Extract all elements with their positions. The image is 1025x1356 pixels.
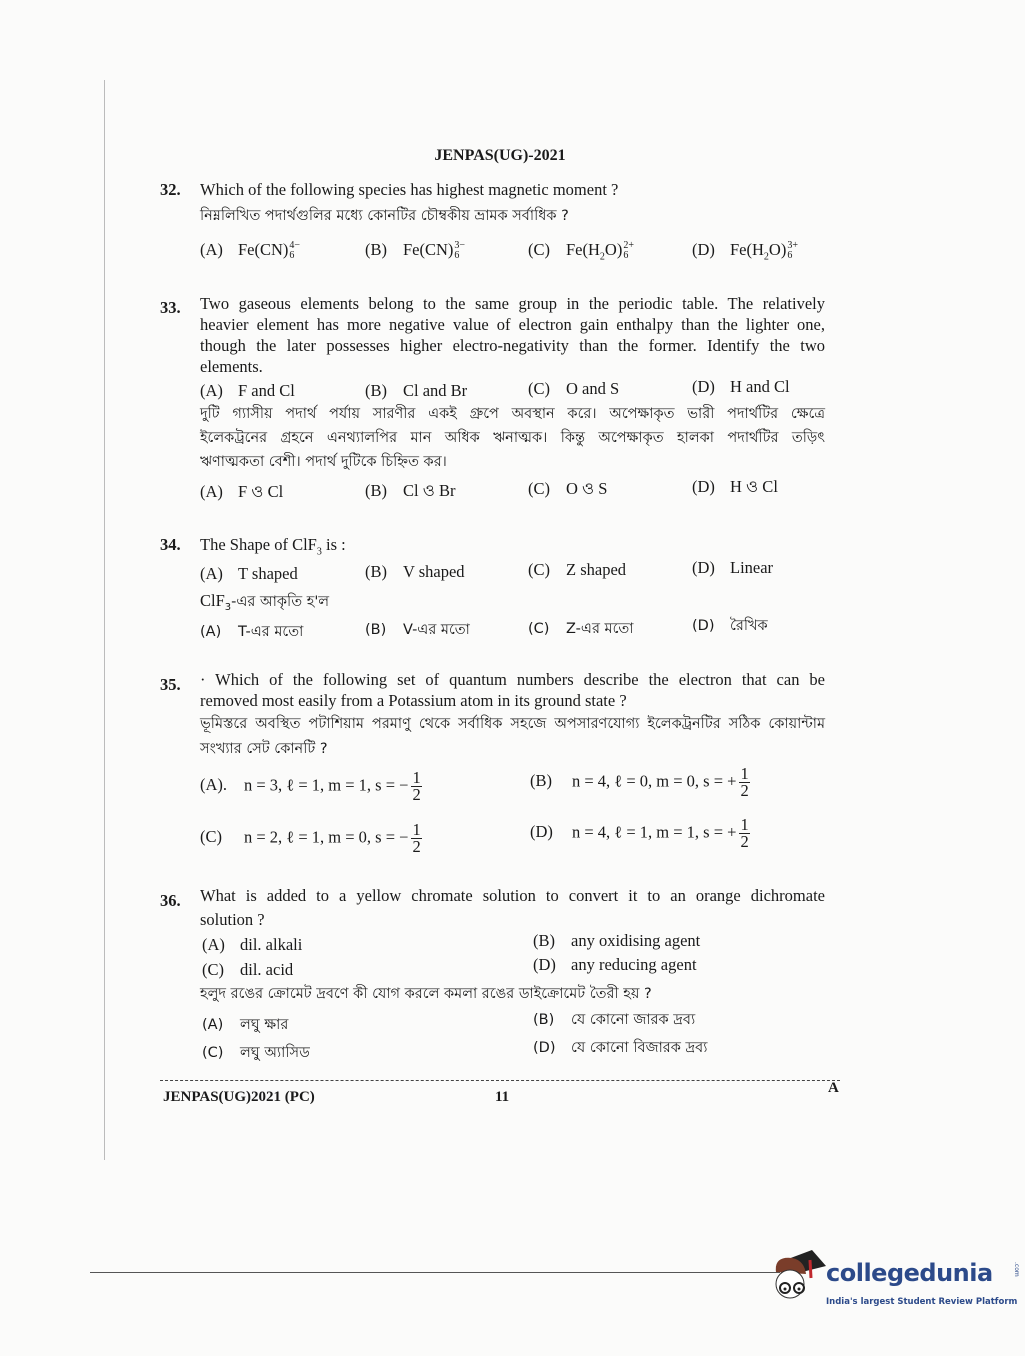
option-text: T shaped <box>238 564 298 583</box>
option-text: n = 3, ℓ = 1, m = 1, s = − <box>244 775 409 795</box>
formula: Fe(CN) <box>403 240 454 259</box>
option-d-en <box>692 377 790 397</box>
option-label: (D) <box>692 240 715 259</box>
denominator: 2 <box>412 837 421 856</box>
option-label: (B) <box>365 622 387 638</box>
page-number: 11 <box>495 1089 510 1105</box>
option-label: (B) <box>365 481 387 500</box>
option-label: (D) <box>530 822 553 842</box>
question-text-bn: ঋণাত্মকতা বেশী। পদার্থ দুটিকে চিহ্নিত কর। <box>200 454 447 470</box>
option-text: dil. alkali <box>240 935 303 954</box>
question-text-en: solution ? <box>200 910 265 929</box>
option-label: (D) <box>692 477 715 496</box>
question-number: 32. <box>160 180 181 199</box>
option-d-bn <box>692 477 778 497</box>
option-text: F ও Cl <box>238 482 284 501</box>
option-label: (C) <box>528 240 550 259</box>
watermark-com: .com <box>1013 1262 1020 1277</box>
option-text: H and Cl <box>730 377 790 396</box>
option-a-en <box>200 381 295 401</box>
option-d <box>692 240 798 261</box>
fraction <box>411 822 421 855</box>
numerator: 1 <box>740 815 749 834</box>
option-label: (A) <box>202 935 225 954</box>
formula: O) <box>768 240 787 259</box>
option-a-en <box>202 935 302 955</box>
option-text: T-এর মতো <box>238 624 304 640</box>
option-a <box>200 240 300 261</box>
option-text: any oxidising agent <box>571 931 701 950</box>
formula: Fe(H <box>566 240 600 259</box>
option-text: F and Cl <box>238 381 295 400</box>
option-label: (A) <box>200 564 223 583</box>
option-label: (C) <box>202 1045 224 1061</box>
option-b-bn <box>365 620 470 640</box>
option-label: (B) <box>533 931 555 950</box>
option-a-bn <box>200 482 283 502</box>
option-label: (C) <box>200 827 222 847</box>
option-b-bn <box>533 1010 695 1030</box>
question-text-en <box>200 535 346 558</box>
option-b <box>530 766 750 799</box>
footer-divider <box>160 1080 840 1081</box>
option-text: Cl and Br <box>403 381 468 400</box>
question-text-en: heavier element has more negative value of electron gain enthalpy than the lighter one, <box>200 315 825 334</box>
option-c-bn <box>528 619 634 639</box>
option-label: (C) <box>528 560 550 579</box>
option-text: Z-এর মতো <box>566 621 634 637</box>
option-label: (C) <box>528 621 550 637</box>
fraction <box>739 817 749 850</box>
option-d <box>530 817 750 850</box>
option-c <box>200 822 422 855</box>
option-a-bn <box>202 1015 288 1035</box>
question-text-en: Two gaseous elements belong to the same group in the periodic table. The relatively <box>200 294 825 313</box>
numerator: 1 <box>412 768 421 787</box>
option-b-en <box>365 562 465 582</box>
question-text-bn: দুটি গ্যাসীয় পদার্থ পর্যায় সারণীর একই গ্রুপে অবস্থান করে। অপেক্ষাকৃত ভারী পদার্থটির ক্ষেত্রে <box>200 406 825 422</box>
question-number: 35. <box>160 675 181 694</box>
subscript: 6 <box>623 250 629 262</box>
option-text: V shaped <box>403 562 465 581</box>
option-text: যে কোনো জারক দ্রব্য <box>571 1012 696 1028</box>
charge: 2+ <box>623 240 634 252</box>
question-text-bn: নিম্নলিখিত পদার্থগুলির মধ্যে কোনটির চৌম্বকীয় ভ্রামক সর্বাধিক ? <box>200 208 569 224</box>
question-number: 33. <box>160 298 181 317</box>
option-c-bn <box>528 479 608 499</box>
option-text: dil. acid <box>240 960 294 979</box>
option-text: যে কোনো বিজারক দ্রব্য <box>571 1040 708 1056</box>
option-text: O and S <box>566 379 620 398</box>
option-text: লঘু অ্যাসিড <box>240 1045 310 1061</box>
denominator: 2 <box>412 785 421 804</box>
subscript: 2 <box>599 251 605 263</box>
option-text: রৈখিক <box>730 618 768 634</box>
mascot-logo-icon <box>770 1248 830 1304</box>
subscript: 3 <box>316 546 322 558</box>
question-text-en: Which of the following species has highest magnetic moment ? <box>200 180 619 199</box>
set-label: A <box>828 1080 839 1096</box>
charge: 3− <box>454 240 466 252</box>
question-text-bn: ভূমিস্তরে অবস্থিত পটাশিয়াম পরমাণু থেকে সর্বাধিক সহজে অপসারণযোগ্য ইলেকট্রনটির সঠিক কোয়ান্টাম <box>200 716 825 732</box>
option-text: Z shaped <box>566 560 627 579</box>
subscript: 6 <box>787 250 793 262</box>
option-text: লঘু ক্ষার <box>240 1017 289 1033</box>
footer-code: JENPAS(UG)2021 (PC) <box>163 1089 315 1105</box>
fraction <box>739 766 749 799</box>
option-label: (D) <box>692 558 715 577</box>
option-b-bn <box>365 481 455 501</box>
watermark-rule <box>90 1272 780 1273</box>
option-text: any reducing agent <box>571 955 697 974</box>
option-label: (A) <box>202 1017 224 1033</box>
subscript: 6 <box>289 250 295 262</box>
option-label: (C) <box>528 379 550 398</box>
numerator: 1 <box>740 764 749 783</box>
option-label: (B) <box>365 240 387 259</box>
option-text: V-এর মতো <box>403 622 470 638</box>
page-header: JENPAS(UG)-2021 <box>434 147 566 164</box>
charge: 3+ <box>787 240 798 252</box>
option-a <box>200 770 422 803</box>
text: is : <box>321 535 346 554</box>
question-number: 34. <box>160 535 181 554</box>
formula: O) <box>604 240 623 259</box>
question-text-en: What is added to a yellow chromate solution to convert it to an orange dichromate <box>200 886 825 905</box>
watermark-tagline: India's largest Student Review Platform <box>826 1297 1018 1307</box>
text: -এর আকৃতি হ'ল <box>231 594 330 610</box>
formula: Fe(CN) <box>238 240 289 259</box>
option-a-en <box>200 564 298 584</box>
option-label: (B) <box>365 562 387 581</box>
option-c-en <box>528 379 619 399</box>
fraction <box>411 770 421 803</box>
watermark-brand: collegedunia <box>826 1259 993 1287</box>
option-d-bn <box>692 616 768 636</box>
option-label: (D) <box>533 955 556 974</box>
option-label: (A). <box>200 775 228 795</box>
denominator: 2 <box>740 832 749 851</box>
option-c-en <box>528 560 626 580</box>
text: The Shape of ClF <box>200 535 317 554</box>
option-b-en <box>365 381 467 401</box>
question-text-bn <box>200 591 329 612</box>
question-text-bn: ইলেকট্রনের গ্রহনে এনথ্যালপির মান অধিক ঋনাত্মক। কিন্তু অপেক্ষাকৃত হালকা পদার্থটির তড়িৎ <box>200 430 825 446</box>
option-c-en <box>202 960 293 980</box>
numerator: 1 <box>412 820 421 839</box>
option-label: (A) <box>200 240 223 259</box>
option-label: (D) <box>692 618 715 634</box>
option-text: n = 2, ℓ = 1, m = 0, s = − <box>244 827 409 847</box>
option-label: (D) <box>692 377 715 396</box>
option-b-en <box>533 931 700 951</box>
option-label: (D) <box>533 1040 556 1056</box>
option-text: Linear <box>730 558 774 577</box>
option-label: (A) <box>200 381 223 400</box>
option-text: n = 4, ℓ = 1, m = 1, s = + <box>572 822 737 842</box>
question-text-bn: হলুদ রঙের ক্রোমেট দ্রবণে কী যোগ করলে কমলা রঙের ডাইক্রোমেট তৈরী হয় ? <box>200 986 652 1002</box>
option-a-bn <box>200 622 303 642</box>
option-label: (B) <box>365 381 387 400</box>
option-d-bn <box>533 1038 707 1058</box>
question-text-en: elements. <box>200 357 263 376</box>
option-text: H ও Cl <box>730 477 778 496</box>
option-label: (A) <box>200 482 223 501</box>
option-d-en <box>533 955 697 975</box>
option-text: Cl ও Br <box>403 481 456 500</box>
option-label: (C) <box>528 479 550 498</box>
option-label: (C) <box>202 960 224 979</box>
charge: 4− <box>289 240 301 252</box>
question-number: 36. <box>160 891 181 910</box>
subscript: 6 <box>454 250 460 262</box>
question-text-bn: সংখ্যার সেট কোনটি ? <box>200 741 328 757</box>
option-text: O ও S <box>566 479 608 498</box>
option-text: n = 4, ℓ = 0, m = 0, s = + <box>572 771 737 791</box>
question-text-en: · Which of the following set of quantum numbers describe the electron that can be <box>200 670 825 689</box>
text: ClF <box>200 591 225 610</box>
option-label: (A) <box>200 624 222 640</box>
option-b <box>365 240 465 261</box>
scan-edge <box>104 80 105 1160</box>
option-label: (B) <box>533 1012 555 1028</box>
option-c <box>528 240 634 261</box>
option-label: (B) <box>530 771 552 791</box>
formula: Fe(H <box>730 240 764 259</box>
denominator: 2 <box>740 781 749 800</box>
question-text-en: removed most easily from a Potassium atom in its ground state ? <box>200 691 627 710</box>
option-d-en <box>692 558 773 578</box>
subscript: 2 <box>763 251 769 263</box>
question-text-en: though the later possesses higher electro-negativity than the former. Identify the two <box>200 336 825 355</box>
option-c-bn <box>202 1043 310 1063</box>
subscript: 3 <box>224 601 232 613</box>
